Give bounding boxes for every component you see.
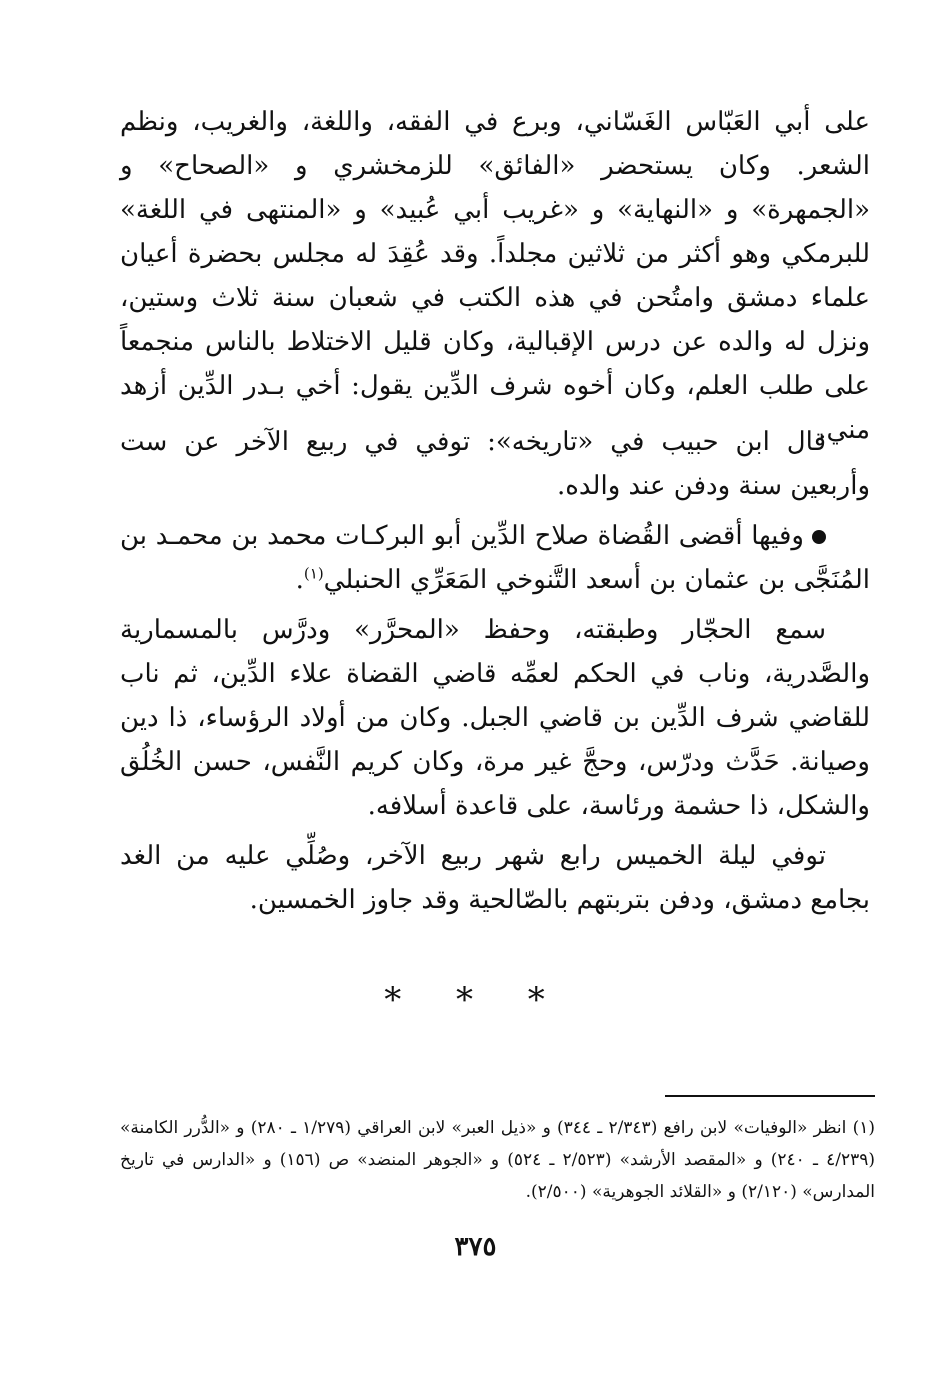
main-text-block-5 [120,834,870,922]
footnote-marker: (١) [303,564,324,583]
paragraph-1: على أبي العَبّاس الغَسّاني، وبرع في الفقه، واللغة، والغريب، ونظم الشعر. وكان يستحضر «الفائق» للزمخشري و «الصحاح» و «الجمهرة» و «النهاية» و «غريب أبي عُبيد» و «المنتهى في اللغة» للبرمكي وهو أكثر من ثلاثين مجلداً. وقد عُقِدَ له مجلس بحضرة أعيان علماء دمشق وامتُحن في هذه الكتب في شعبان سنة ثلاث وستين، ونزل له والده عن درس الإقبالية، وكان قليل الاختلاط بالناس منجمعاً على طلب العلم، وكان أخوه شرف الدِّين يقول: أخي بـدر الدِّين أزهد مني. [120,107,870,445]
footnote-rule [665,1095,875,1097]
main-text-block [120,100,870,452]
paragraph-3-text: وفيها أقضى القُضاة صلاح الدِّين أبو البركـات محمد بن محمـد بن المُنَجَّى بن عثمان بن أسعد التَّنوخي المَعَرِّي الحنبلي [120,521,870,595]
paragraph-2: قال ابن حبيب في «تاريخه»: توفي في ربيع الآخر عن ست وأربعين سنة ودفن عند والده. [120,427,870,501]
page-number: ٣٧٥ [454,1232,497,1262]
paragraph-4: سمع الحجّار وطبقته، وحفظ «المحرَّر» ودرَّس بالمسمارية والصَّدرية، وناب في الحكم لعمِّه قاضي القضاة علاء الدِّين، ثم ناب للقاضي شرف الدِّين بن قاضي الجبل. وكان من أولاد الرؤساء، ذا دين وصيانة. حَدَّث ودرّس، وحجَّ غير مرة، وكان كريم النَّفس، حسن الخُلُق والشكل، ذا حشمة ورئاسة، على قاعدة أسلافه. [120,615,870,821]
paragraph-5: توفي ليلة الخميس رابع شهر ربيع الآخر، وصُلِّي عليه من الغد بجامع دمشق، ودفن بتربتهم بالصّالحية وقد جاوز الخمسين. [120,841,870,915]
main-text-block-3 [120,514,870,602]
footnotes [120,1112,875,1208]
paragraph-3-end: . [295,565,304,595]
footnote-1: (١) انظر «الوفيات» لابن رافع (٢/٣٤٣ ـ ٣٤٤) و «ذيل العبر» لابن العراقي (١/٢٧٩ ـ ٢٨٠) و «الدُّرر الكامنة» (٤/٢٣٩ ـ ٢٤٠) و «المقصد الأرشد» (٢/٥٢٣ ـ ٥٢٤) و «الجوهر المنضد» ص (١٥٦) و «الدارس في تاريخ المدارس» (٢/١٢٠) و «القلائد الجوهرية» (٢/٥٠٠). [120,1118,875,1202]
bullet-icon [812,530,826,544]
paragraph-3 [120,514,870,602]
section-separator: * * * [384,980,567,1020]
main-text-block-4 [120,608,870,828]
main-text-block-2 [120,420,870,508]
